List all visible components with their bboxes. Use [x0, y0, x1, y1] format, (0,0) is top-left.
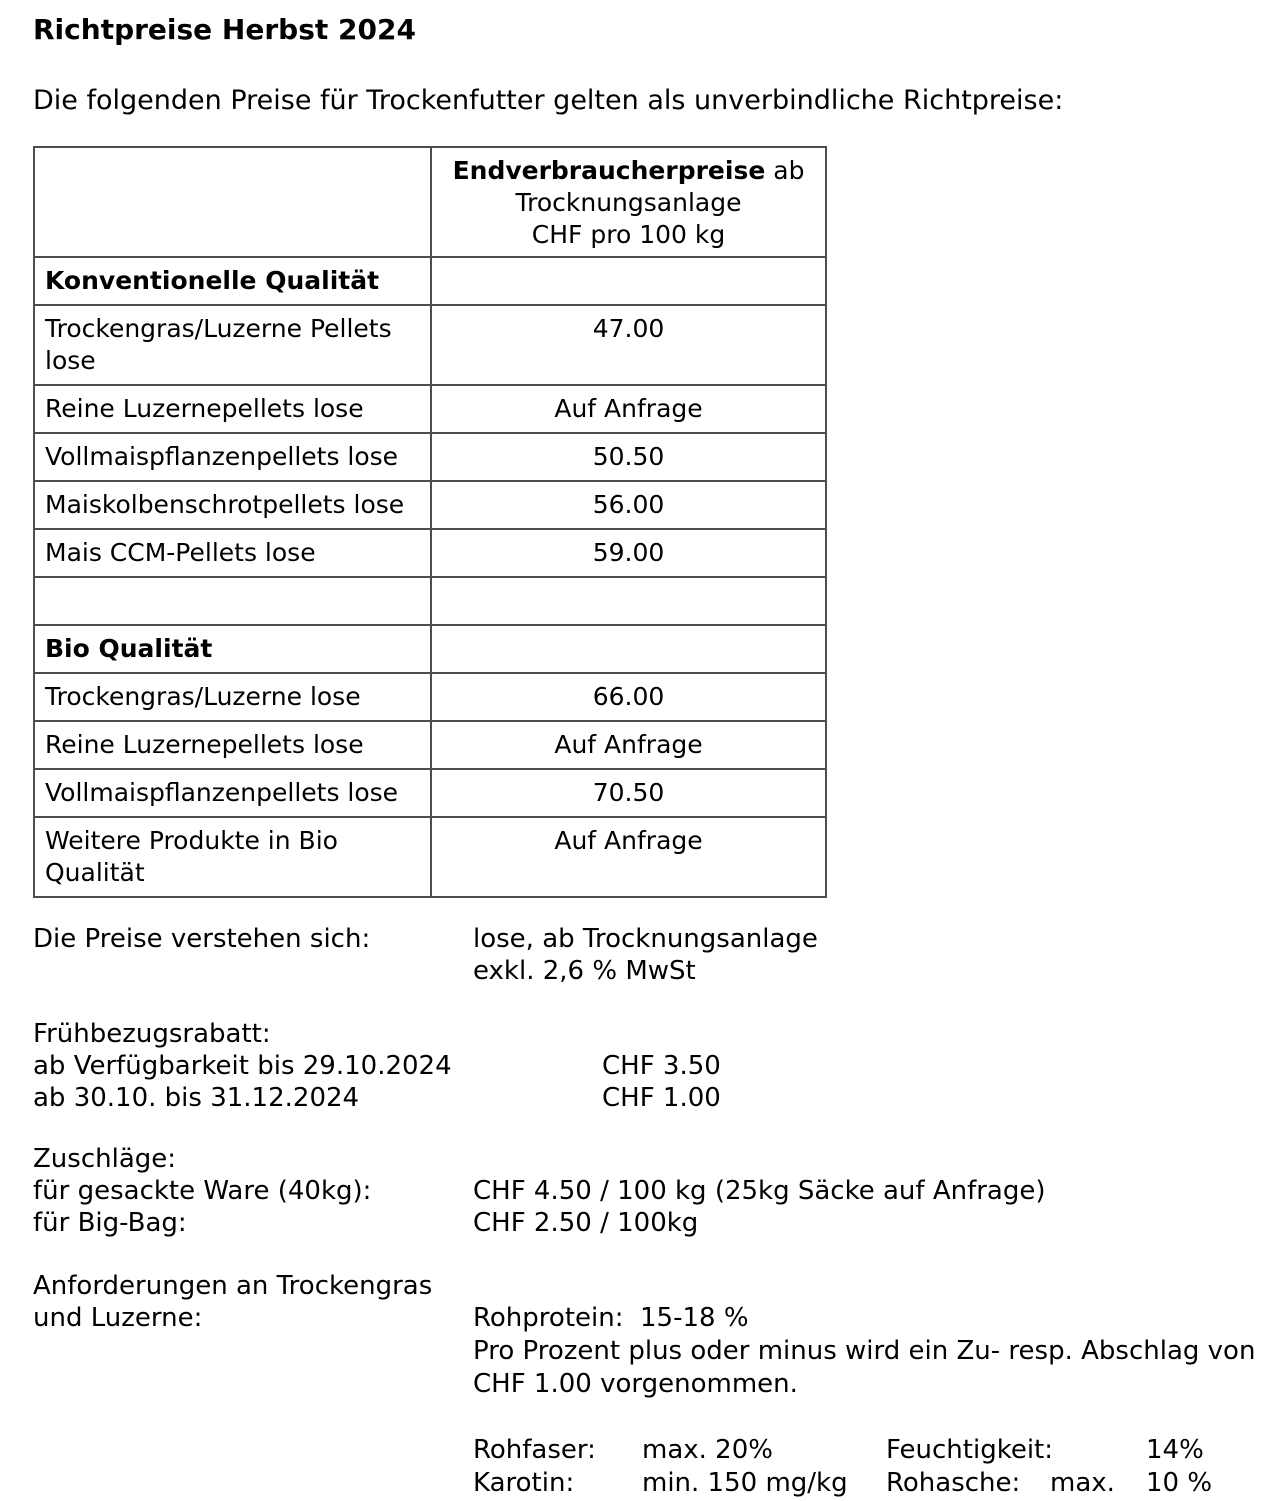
protein-label: Rohprotein:: [473, 1303, 624, 1333]
spec-row-1: [0, 1434, 1280, 1468]
table-row: [34, 721, 826, 769]
product-label: Weitere Produkte in Bio Qualität: [34, 817, 431, 897]
early-discount-row-1: [0, 1050, 1280, 1084]
spacer-cell: [34, 577, 431, 625]
table-header-row: [34, 147, 826, 257]
prices-conditions-value-2: exkl. 2,6 % MwSt: [473, 956, 696, 986]
header-line-2: Trocknungsanlage: [515, 188, 742, 217]
table-row: [34, 817, 826, 897]
spec-value: 14%: [1146, 1435, 1204, 1465]
header-bold-text: Endverbraucherpreise: [452, 156, 766, 185]
requirements-note-line-1: [0, 1335, 1280, 1369]
product-label: Mais CCM-Pellets lose: [34, 529, 431, 577]
table-row-section-bio: [34, 625, 826, 673]
product-label: Reine Luzernepellets lose: [34, 721, 431, 769]
table-row: [34, 529, 826, 577]
product-label: Trockengras/Luzerne lose: [34, 673, 431, 721]
price-table: [33, 146, 827, 898]
requirements-label-line-2: [0, 1302, 1280, 1336]
spec-name: Rohfaser:: [473, 1435, 596, 1465]
price-cell: Auf Anfrage: [431, 817, 826, 897]
requirements-label-2: und Luzerne:: [33, 1303, 203, 1333]
table-row: [34, 433, 826, 481]
table-row: [34, 305, 826, 385]
surcharge-row-2: [0, 1207, 1280, 1241]
price-cell: [431, 625, 826, 673]
spec-name: Feuchtigkeit:: [886, 1435, 1054, 1465]
requirements-note-line-2: [0, 1368, 1280, 1402]
table-row: [34, 385, 826, 433]
price-cell: 50.50: [431, 433, 826, 481]
surcharge-row-1: [0, 1175, 1280, 1209]
table-row-spacer: [34, 577, 826, 625]
spacer-cell: [431, 577, 826, 625]
price-cell: 56.00: [431, 481, 826, 529]
product-label: Reine Luzernepellets lose: [34, 385, 431, 433]
prices-conditions-value-1: lose, ab Trocknungsanlage: [473, 924, 818, 954]
price-cell: 70.50: [431, 769, 826, 817]
spec-qualifier: max.: [1050, 1468, 1115, 1498]
price-cell: 47.00: [431, 305, 826, 385]
spec-value: 10 %: [1146, 1468, 1213, 1498]
product-label: Maiskolbenschrotpellets lose: [34, 481, 431, 529]
requirements-label-line-1: [0, 1270, 1280, 1304]
intro-text: Die folgenden Preise für Trockenfutter gelten als unverbindliche Richtpreise:: [33, 85, 1064, 116]
spec-value: min. 150 mg/kg: [642, 1468, 848, 1498]
surcharge-label: für gesackte Ware (40kg):: [33, 1176, 372, 1206]
price-cell: [431, 257, 826, 305]
price-cell: 59.00: [431, 529, 826, 577]
spec-name: Karotin:: [473, 1468, 575, 1498]
section-label: Bio Qualität: [34, 625, 431, 673]
surcharge-value: CHF 2.50 / 100kg: [473, 1208, 699, 1238]
early-discount-label: ab 30.10. bis 31.12.2024: [33, 1083, 360, 1113]
early-discount-title: Frühbezugsrabatt:: [33, 1019, 271, 1049]
price-cell: Auf Anfrage: [431, 721, 826, 769]
table-row: [34, 481, 826, 529]
prices-conditions-line-2: [0, 955, 1280, 989]
surcharge-value: CHF 4.50 / 100 kg (25kg Säcke auf Anfrage): [473, 1176, 1046, 1206]
page-title: Richtpreise Herbst 2024: [33, 13, 416, 46]
early-discount-label: ab Verfügbarkeit bis 29.10.2024: [33, 1051, 452, 1081]
surcharge-title-line: [0, 1143, 1280, 1177]
requirements-label-1: Anforderungen an Trockengras: [33, 1271, 433, 1301]
surcharge-title: Zuschläge:: [33, 1144, 177, 1174]
early-discount-row-2: [0, 1082, 1280, 1116]
early-discount-title-line: [0, 1018, 1280, 1052]
header-empty-cell: [34, 147, 431, 257]
requirements-note-1: Pro Prozent plus oder minus wird ein Zu- resp. Abschlag von: [473, 1336, 1256, 1366]
product-label: Vollmaispflanzenpellets lose: [34, 433, 431, 481]
table-row: [34, 769, 826, 817]
prices-conditions-line: [0, 923, 1280, 957]
protein-value: 15-18 %: [640, 1303, 749, 1333]
table-row: [34, 673, 826, 721]
early-discount-value: CHF 3.50: [602, 1051, 721, 1081]
spec-name: Rohasche:: [886, 1468, 1021, 1498]
header-after-bold: ab: [765, 156, 805, 185]
early-discount-value: CHF 1.00: [602, 1083, 721, 1113]
surcharge-label: für Big-Bag:: [33, 1208, 187, 1238]
table-row-section-konventionell: [34, 257, 826, 305]
price-cell: 66.00: [431, 673, 826, 721]
header-price-cell: [431, 147, 826, 257]
requirements-note-2: CHF 1.00 vorgenommen.: [473, 1369, 798, 1399]
header-line-1: [442, 155, 815, 187]
price-cell: Auf Anfrage: [431, 385, 826, 433]
spec-row-2: [0, 1467, 1280, 1501]
product-label: Trockengras/Luzerne Pellets lose: [34, 305, 431, 385]
header-line-3: CHF pro 100 kg: [531, 220, 726, 249]
section-label: Konventionelle Qualität: [34, 257, 431, 305]
spec-value: max. 20%: [642, 1435, 773, 1465]
prices-conditions-label: Die Preise verstehen sich:: [33, 924, 371, 954]
product-label: Vollmaispflanzenpellets lose: [34, 769, 431, 817]
